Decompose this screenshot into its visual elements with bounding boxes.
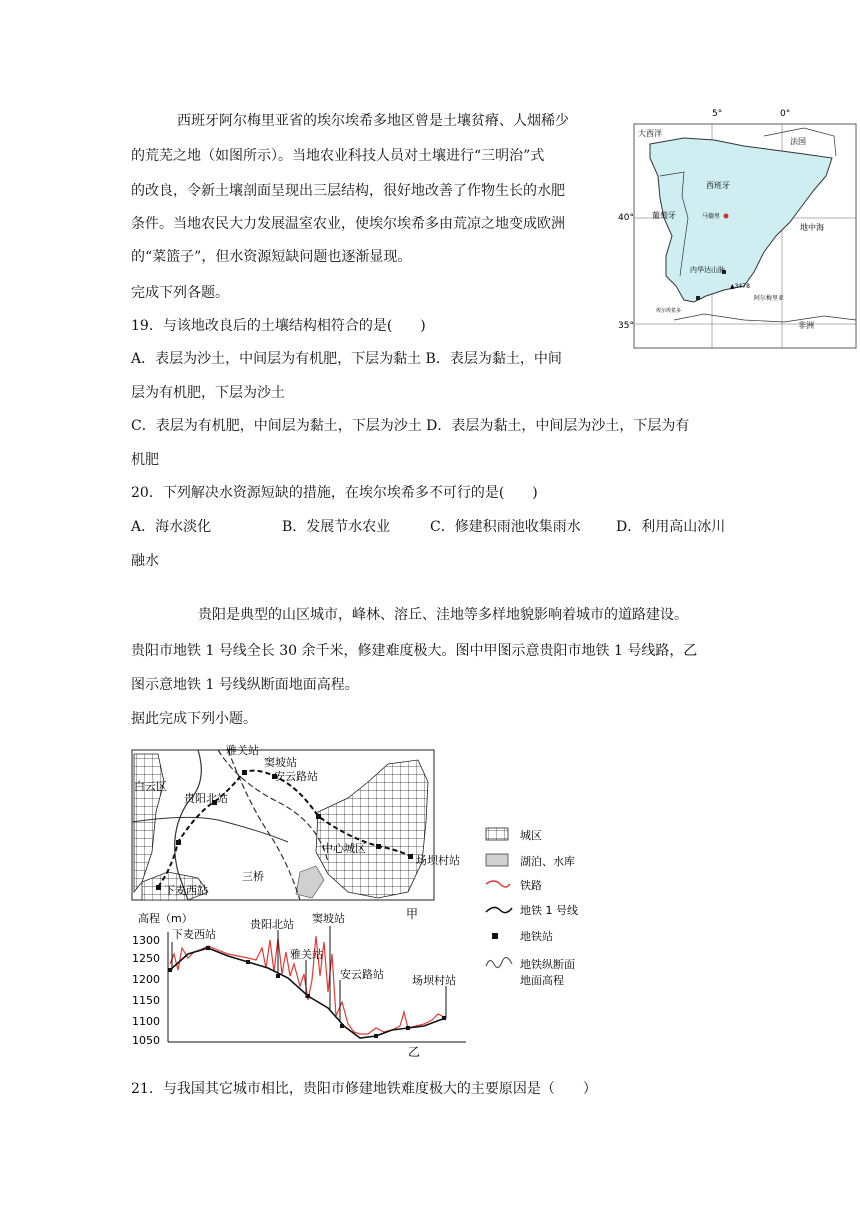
label-med: 地中海: [800, 223, 824, 232]
legend-icon-metro: [486, 907, 512, 912]
profile-station-xiamaixi: 下麦西站: [172, 928, 216, 941]
q20-option-c: C．修建积雨池收集雨水: [430, 519, 581, 535]
spain-map: [614, 106, 858, 352]
ytick-1150: 1150: [132, 994, 160, 1007]
label-spain: 西班牙: [706, 181, 730, 190]
profile-metro-line: [170, 948, 446, 1038]
label-peak: ▲3478: [730, 283, 750, 290]
profile-station-yaguan: 雅关站: [290, 948, 323, 961]
passage1-line-1: 西班牙阿尔梅里亚省的埃尔埃希多地区曾是土壤贫瘠、人烟稀少: [177, 113, 569, 129]
map-label-center: 中心城区: [322, 842, 366, 855]
legend-icon-profile: [486, 957, 512, 967]
map-label-xiamaixi: 下麦西站: [164, 884, 208, 897]
q20-option-a: A．海水淡化: [131, 519, 212, 535]
label-jia: 甲: [406, 907, 419, 921]
passage2-instruction: 据此完成下列小题。: [131, 711, 257, 727]
label-almeria: 阿尔梅里亚: [754, 295, 785, 302]
label-africa: 非洲: [798, 321, 814, 330]
legend-label-lake: 湖泊、水库: [520, 855, 575, 868]
q19-line-1: A．表层为沙土，中间层为有机肥，下层为黏土 B．表层为黏土，中间: [131, 351, 562, 367]
legend-icon-lake: [486, 854, 508, 866]
passage1-line-2: 的荒芜之地（如图所示）。当地农业科技人员对土壤进行“三明治”式: [131, 148, 545, 164]
q20-stem: 20．下列解决水资源短缺的措施，在埃尔埃希多不可行的是( ): [131, 485, 538, 501]
legend-label-profile: 地铁纵断面: [520, 958, 575, 971]
legend-label-elevation: 地面高程: [520, 974, 564, 987]
map-label-sanqiao: 三桥: [242, 870, 264, 883]
madrid-marker: [724, 214, 729, 219]
profile-station-dupo: 窦坡站: [312, 912, 345, 925]
legend-icon-rail: [486, 881, 510, 887]
legend-label-station: 地铁站: [520, 930, 553, 943]
ytick-1200: 1200: [132, 973, 160, 986]
q21-stem: 21．与我国其它城市相比，贵阳市修建地铁难度极大的主要原因是（ ）: [131, 1081, 597, 1097]
ytick-1100: 1100: [132, 1015, 160, 1028]
q20-option-d: D．利用高山冰川: [616, 519, 726, 535]
lat-label-35: 35°: [618, 321, 634, 331]
legend-label-metro: 地铁 1 号线: [520, 904, 578, 917]
passage1-line-3: 的改良，令新土壤剖面呈现出三层结构，很好地改善了作物生长的水肥: [131, 183, 565, 199]
passage1-line-4: 条件。当地农民大力发展温室农业，使埃尔埃希多由荒凉之地变成欧洲: [131, 216, 565, 232]
q19-line-2: 层为有机肥，下层为沙土: [131, 385, 285, 401]
guiyang-figure: [128, 742, 604, 1060]
profile-station-guiyangbei: 贵阳北站: [250, 918, 294, 931]
lat-label-40: 40°: [618, 213, 634, 223]
label-yi: 乙: [408, 1045, 421, 1059]
passage1-line-5: 的“菜篮子”，但水资源短缺问题也逐渐显现。: [131, 249, 412, 265]
map-label-baiyun: 白云区: [134, 780, 167, 793]
q20-option-b: B．发展节水农业: [282, 519, 391, 535]
ytick-1050: 1050: [132, 1034, 160, 1047]
map-label-dupo: 窦坡站: [264, 756, 297, 769]
passage1-instruction: 完成下列各题。: [131, 285, 229, 301]
legend-icon-grid: [486, 828, 508, 840]
map-label-yaguan: 雅关站: [226, 744, 259, 757]
legend-label-rail: 铁路: [520, 879, 542, 892]
profile-station-anyunlu: 安云路站: [340, 968, 384, 981]
label-elejido: 埃尔埃希多: [656, 308, 682, 314]
legend-label-city: 城区: [520, 829, 542, 842]
q19-line-4: 机肥: [131, 452, 159, 468]
ytick-1300: 1300: [132, 934, 160, 947]
profile-ylabel: 高程（m）: [138, 912, 193, 925]
lon-label-5: 5°: [712, 109, 723, 119]
passage2-line-3: 图示意地铁 1 号线纵断面地面高程。: [131, 677, 359, 693]
label-mountain: 内华达山脉: [690, 266, 725, 274]
map-label-anyunlu: 安云路站: [274, 770, 318, 783]
label-atlantic: 大西洋: [638, 129, 662, 138]
q19-line-3: C．表层为有机肥，中间层为黏土，下层为沙土 D．表层为黏土，中间层为沙土，下层为有: [131, 418, 690, 434]
label-madrid: 马德里: [702, 213, 721, 220]
label-france: 法国: [790, 137, 806, 146]
q20-option-d-cont: 融水: [131, 553, 159, 569]
lon-label-0: 0°: [780, 109, 791, 119]
profile-station-changba: 场坝村站: [412, 974, 456, 987]
map-label-guiyangbei: 贵阳北站: [184, 792, 228, 805]
label-portugal: 葡萄牙: [652, 211, 676, 220]
map-label-changba: 场坝村站: [416, 854, 460, 867]
q19-stem: 19．与该地改良后的土壤结构相符合的是( ): [131, 318, 426, 334]
legend: [486, 828, 578, 987]
passage2-line-1: 贵阳是典型的山区城市，峰林、溶丘、洼地等多样地貌影响着城市的道路建设。: [198, 607, 688, 623]
ytick-1250: 1250: [132, 952, 160, 965]
passage2-line-2: 贵阳市地铁 1 号线全长 30 余千米，修建难度极大。图中甲图示意贵阳市地铁 1 号线路，乙: [131, 643, 698, 659]
legend-icon-station: [492, 933, 498, 939]
